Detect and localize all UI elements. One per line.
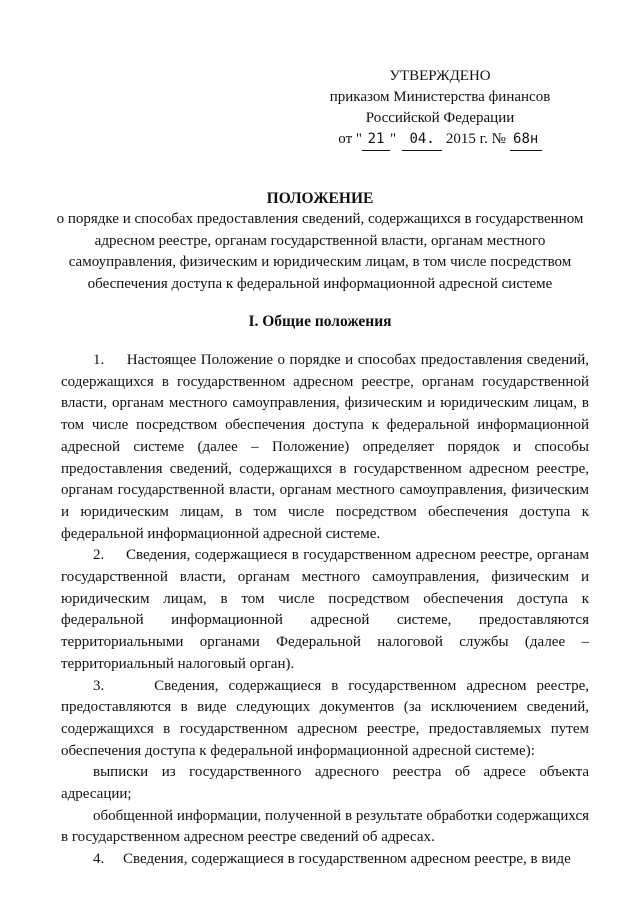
paragraph-4: 4. Сведения, содержащиеся в государственном адресном реестре, в виде — [93, 851, 571, 868]
section-title: I. Общие положения — [248, 313, 392, 330]
paragraph-3-item-2: обобщенной информации, полученной в результате обработки содержащихся в государственном адресном реестре сведений об адресах. — [61, 807, 589, 846]
date-prefix: от — [338, 131, 353, 147]
document-subtitle: о порядке и способах предоставления сведений, содержащихся в государственном адресном реестре, органам государственной власти, органам местного самоуправления, физическим и юридическим лицам, в том числе посредством обеспечения доступа к федеральной информационной адресной системе — [56, 211, 584, 292]
order-number: 68н — [510, 129, 542, 151]
order-month: 04. — [402, 129, 442, 151]
paragraph-3: 3. Сведения, содержащиеся в государственном адресном реестре, предоставляются в виде следующих документов (за исключением сведений, содержащихся в государственном адресном реестре, предоставляемых путем обеспечения доступа к федеральной информационной адресной системе): — [61, 677, 589, 759]
document-body — [61, 350, 589, 871]
approval-stamp — [300, 66, 580, 151]
order-date-line: от " 21 " 04. 2015 г. № 68н — [300, 129, 580, 151]
approved-label: УТВЕРЖДЕНО — [389, 68, 491, 84]
order-day: 21 — [362, 129, 390, 151]
document-title: ПОЛОЖЕНИЕ — [266, 190, 374, 207]
federation-line: Российской Федерации — [365, 110, 515, 126]
paragraph-1: 1. Настоящее Положение о порядке и способах предоставления сведений, содержащихся в государственном адресном реестре, органам государственной власти, органам местного самоуправления, физическим и юридическим лицам, в том числе посредством обеспечения доступа к федеральной информационной адресной системе (далее – Положение) определяет порядок и способы предоставления сведений, содержащихся в государственном адресном реестре, органам государственной власти, органам местного самоуправления, физическим и юридическим лицам, в том числе посредством обеспечения доступа к федеральной информационной адресной системе. — [61, 352, 589, 542]
paragraph-2: 2. Сведения, содержащиеся в государственном адресном реестре, органам государственной власти, органам местного самоуправления, физическим и юридическим лицам, в том числе посредством обеспечения доступа к федеральной информационной адресной системе, предоставляются территориальными органами Федеральной налоговой службы (далее – территориальный налоговый орган). — [61, 547, 589, 672]
order-line: приказом Министерства финансов — [329, 89, 551, 105]
order-year: 2015 г. № — [445, 131, 506, 147]
paragraph-3-item-1: выписки из государственного адресного реестра об адресе объекта адресации; — [61, 764, 589, 803]
